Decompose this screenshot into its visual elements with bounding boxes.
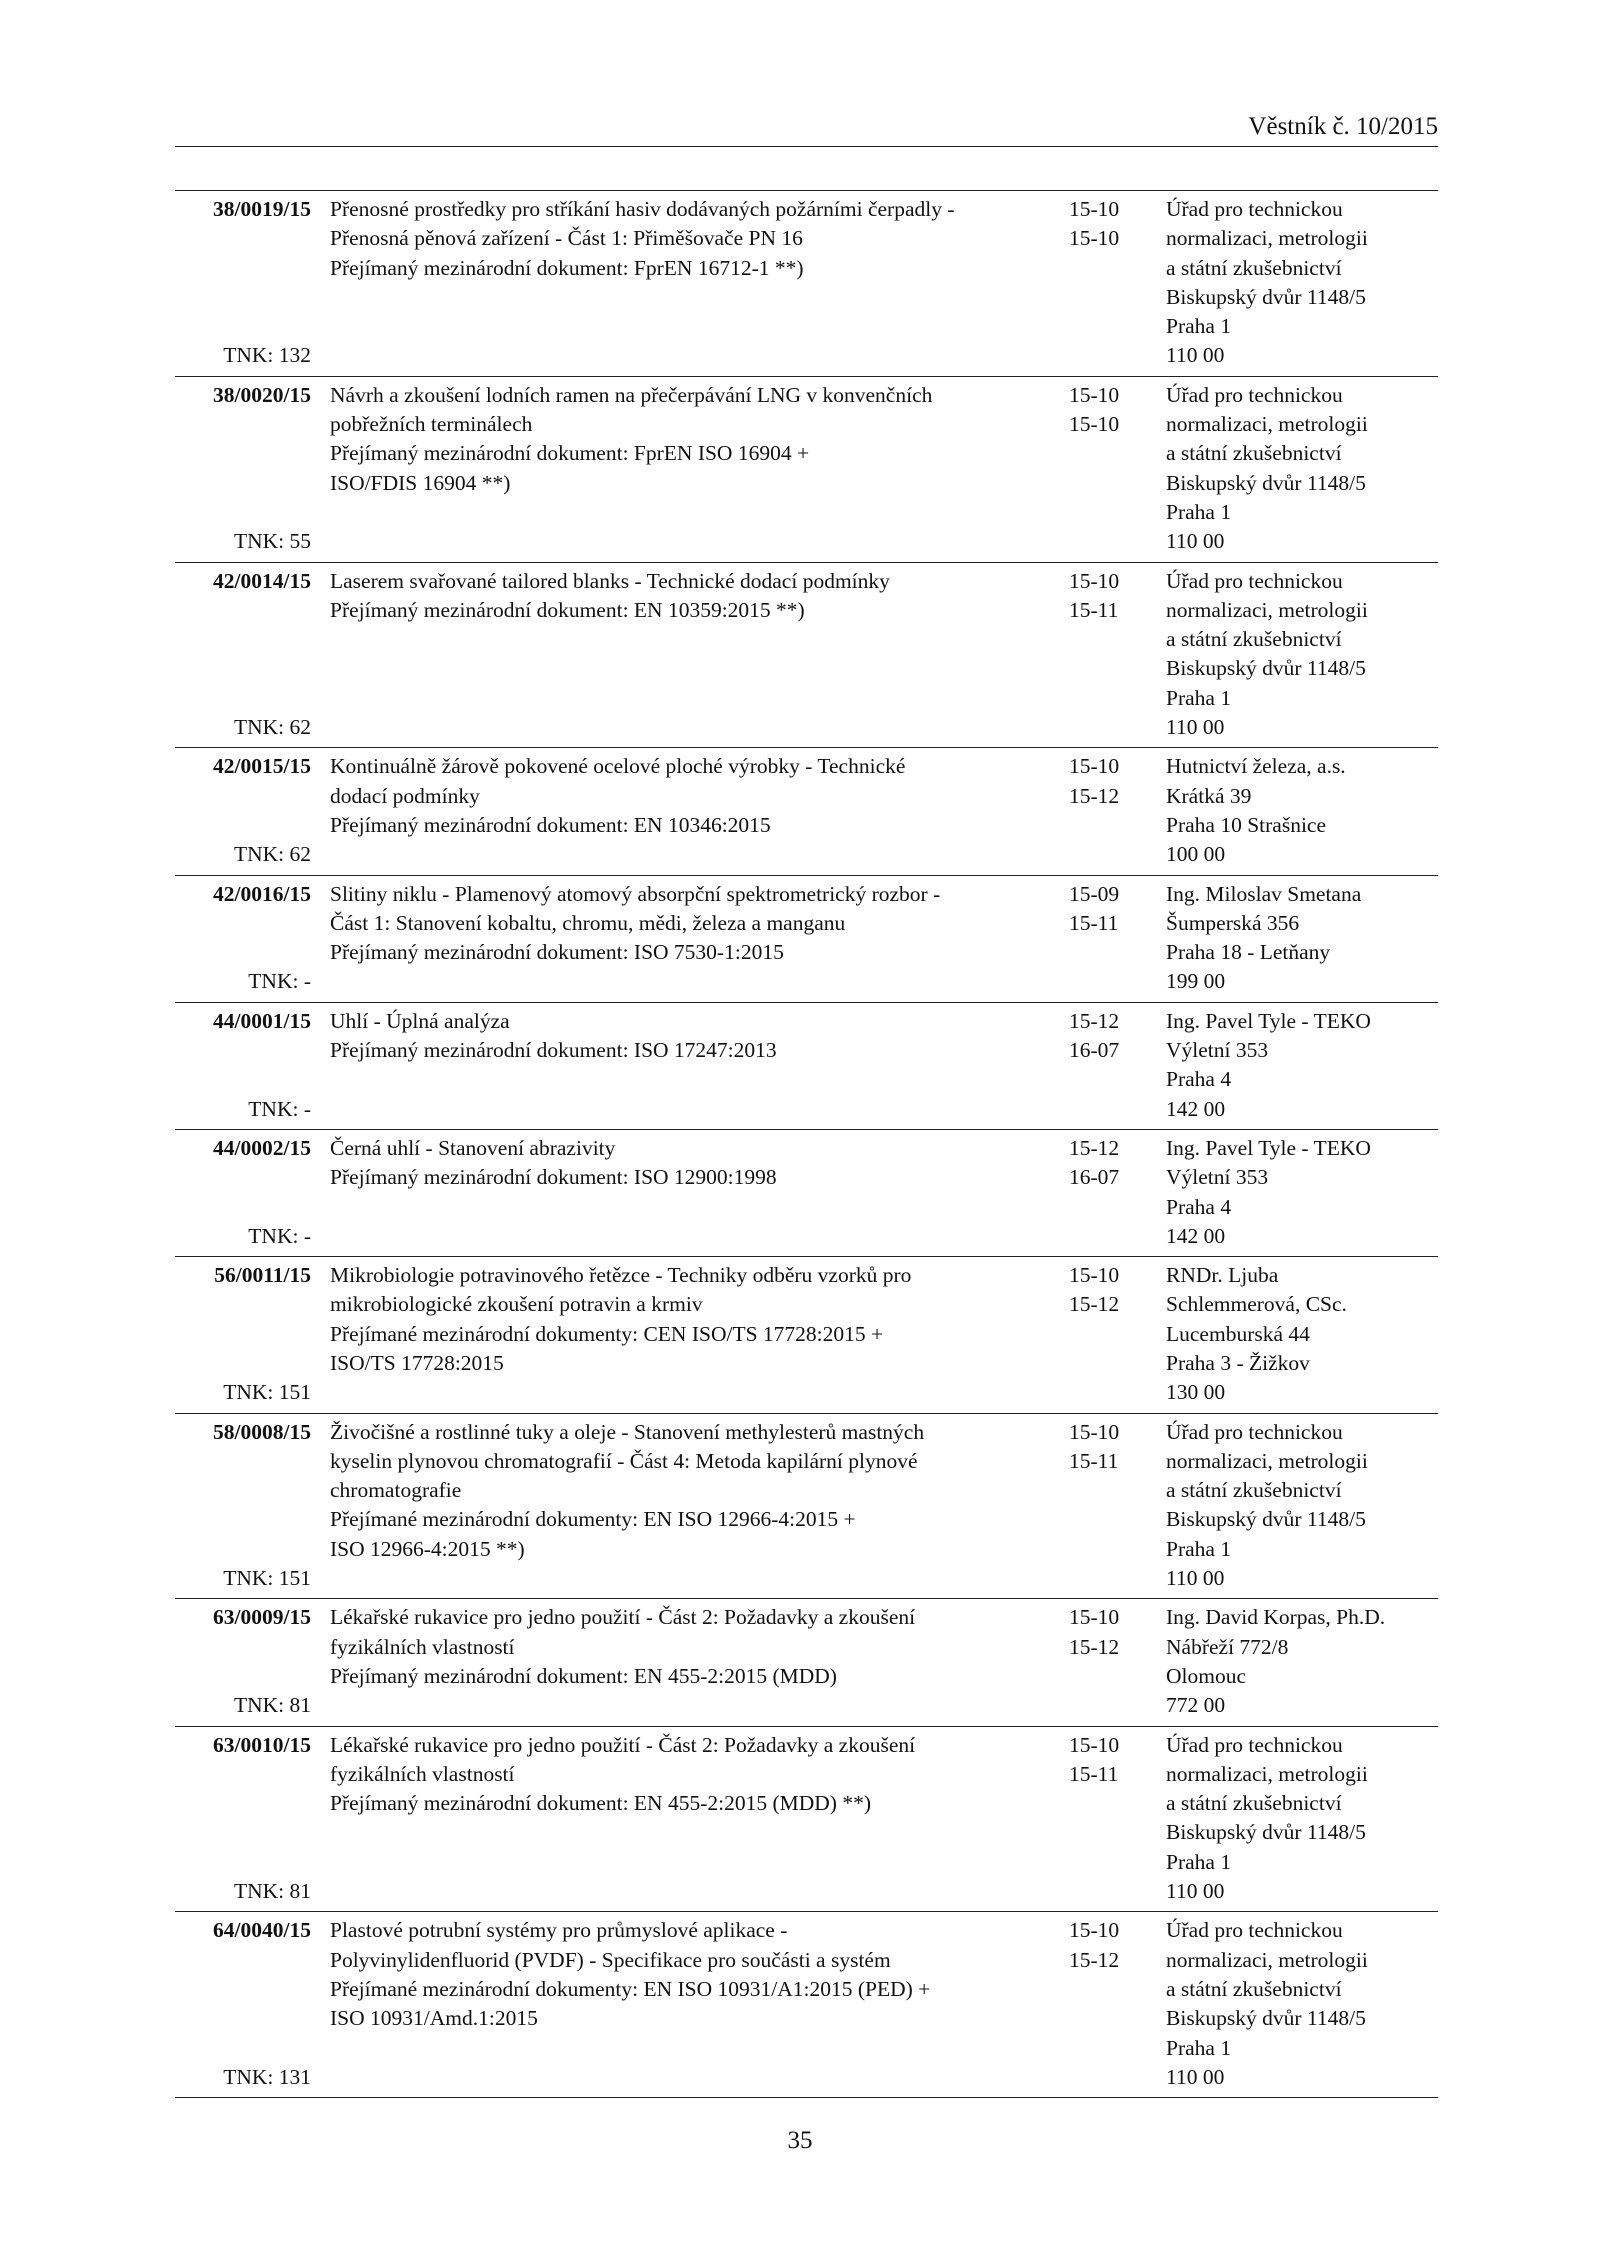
record-id-column (175, 1007, 330, 1124)
date-value: 15-12 (1069, 1634, 1120, 1659)
record-dates (1060, 1134, 1160, 1251)
record-row (175, 1257, 1438, 1413)
organization-line: Praha 1 (1166, 1536, 1232, 1561)
record-tnk: TNK: 151 (223, 1380, 311, 1405)
organization-line: Praha 1 (1166, 1849, 1232, 1874)
date-value: 15-10 (1069, 197, 1120, 221)
record-tnk: TNK: 132 (223, 343, 311, 368)
record-tnk: TNK: 55 (233, 529, 311, 554)
record-tnk: TNK: 81 (233, 1879, 311, 1904)
record-dates (1060, 1418, 1160, 1594)
organization-line: normalizaci, metrologii (1166, 1448, 1368, 1473)
organization-line: Praha 4 (1166, 1194, 1232, 1219)
record-organization (1160, 752, 1438, 869)
description-line: Přejímané mezinárodní dokumenty: EN ISO 10931/A1:2015 (PED) + (330, 1976, 931, 2001)
record-number: 64/0040/15 (213, 1918, 311, 1943)
page-number: 35 (787, 2127, 813, 2154)
record-number: 58/0008/15 (213, 1419, 311, 1444)
record-tnk: TNK: 151 (223, 1566, 311, 1591)
organization-line: Lucemburská 44 (1166, 1321, 1310, 1346)
record-dates (1060, 1603, 1160, 1720)
organization-line: Ing. Pavel Tyle - TEKO (1166, 1135, 1371, 1160)
record-dates (1060, 752, 1160, 869)
record-number: 42/0014/15 (213, 568, 311, 593)
record-description (330, 1916, 1060, 2092)
record-dates (1060, 1261, 1160, 1407)
organization-line: Biskupský dvůr 1148/5 (1166, 1820, 1366, 1845)
description-line: fyzikálních vlastností (330, 1634, 515, 1659)
date-value: 16-07 (1069, 1165, 1120, 1190)
record-id-column (175, 1916, 330, 2092)
date-value: 15-12 (1069, 783, 1120, 808)
organization-line: Praha 1 (1166, 499, 1232, 524)
organization-line: 110 00 (1166, 343, 1225, 368)
record-id-column (175, 195, 330, 371)
description-line: ISO/FDIS 16904 **) (330, 470, 511, 495)
organization-line: Úřad pro technickou (1166, 382, 1343, 407)
date-value: 15-10 (1069, 1732, 1120, 1757)
record-row (175, 1599, 1438, 1726)
record-description (330, 1603, 1060, 1720)
organization-line: Úřad pro technickou (1166, 568, 1343, 593)
record-number: 63/0010/15 (213, 1732, 311, 1757)
record-description (330, 381, 1060, 557)
record-tnk: TNK: - (248, 969, 311, 994)
date-value: 15-11 (1069, 1761, 1119, 1786)
record-organization (1160, 1731, 1438, 1907)
organization-line: 130 00 (1166, 1380, 1226, 1405)
date-value: 15-11 (1069, 910, 1119, 935)
organization-line: Biskupský dvůr 1148/5 (1166, 656, 1366, 681)
organization-line: Ing. Pavel Tyle - TEKO (1166, 1008, 1371, 1033)
description-line: ISO/TS 17728:2015 (330, 1350, 504, 1375)
date-value: 15-10 (1069, 226, 1120, 251)
record-row (175, 1727, 1438, 1913)
record-id-column (175, 1603, 330, 1720)
record-description (330, 1261, 1060, 1407)
date-value: 15-10 (1069, 1263, 1120, 1288)
description-line: Černá uhlí - Stanovení abrazivity (330, 1135, 616, 1160)
organization-line: a státní zkušebnictví (1166, 1791, 1342, 1816)
date-value: 15-10 (1069, 1918, 1120, 1943)
record-dates (1060, 1916, 1160, 2092)
organization-line: Ing. David Korpas, Ph.D. (1166, 1605, 1386, 1630)
record-dates (1060, 880, 1160, 997)
record-description (330, 195, 1060, 371)
description-line: Přejímané mezinárodní dokumenty: CEN ISO/TS 17728:2015 + (330, 1321, 884, 1346)
description-line: Přejímaný mezinárodní dokument: EN 10359:2015 **) (330, 597, 805, 622)
organization-line: Krátká 39 (1166, 783, 1252, 808)
record-tnk: TNK: 62 (233, 842, 311, 867)
page-header (175, 112, 1438, 147)
record-organization (1160, 195, 1438, 371)
organization-line: 110 00 (1166, 2064, 1225, 2089)
record-organization (1160, 1007, 1438, 1124)
description-line: chromatografie (330, 1478, 462, 1503)
organization-line: a státní zkušebnictví (1166, 441, 1342, 466)
record-number: 63/0009/15 (213, 1605, 311, 1630)
organization-line: Úřad pro technickou (1166, 1732, 1343, 1757)
description-line: Návrh a zkoušení lodních ramen na přečerpávání LNG v konvenčních (330, 382, 933, 407)
description-line: Přejímaný mezinárodní dokument: EN 10346:2015 (330, 812, 771, 837)
organization-line: Biskupský dvůr 1148/5 (1166, 470, 1366, 495)
date-value: 15-11 (1069, 1448, 1119, 1473)
organization-line: Úřad pro technickou (1166, 197, 1343, 221)
record-row (175, 1130, 1438, 1257)
record-id-column (175, 1418, 330, 1594)
record-organization (1160, 381, 1438, 557)
record-id-column (175, 1261, 330, 1407)
description-line: Část 1: Stanovení kobaltu, chromu, mědi, železa a manganu (330, 910, 846, 935)
record-id-column (175, 1731, 330, 1907)
description-line: Uhlí - Úplná analýza (330, 1008, 510, 1033)
date-value: 15-12 (1069, 1947, 1120, 1972)
organization-line: normalizaci, metrologii (1166, 1947, 1368, 1972)
description-line: Přejímaný mezinárodní dokument: FprEN ISO 16904 + (330, 441, 810, 466)
organization-line: Biskupský dvůr 1148/5 (1166, 2006, 1366, 2031)
organization-line: 110 00 (1166, 715, 1225, 740)
organization-line: Ing. Miloslav Smetana (1166, 881, 1362, 906)
record-number: 42/0016/15 (213, 881, 311, 906)
record-row (175, 191, 1438, 377)
description-line: Polyvinylidenfluorid (PVDF) - Specifikace pro součásti a systém (330, 1947, 891, 1972)
record-id-column (175, 381, 330, 557)
description-line: Přejímaný mezinárodní dokument: FprEN 16712-1 **) (330, 255, 804, 280)
description-line: Přejímané mezinárodní dokumenty: EN ISO 12966-4:2015 + (330, 1507, 856, 1532)
record-description (330, 1134, 1060, 1251)
description-line: Přejímaný mezinárodní dokument: ISO 7530-1:2015 (330, 940, 784, 965)
organization-line: 142 00 (1166, 1096, 1226, 1121)
organization-line: Praha 1 (1166, 2035, 1232, 2060)
record-organization (1160, 567, 1438, 743)
organization-line: Praha 18 - Letňany (1166, 940, 1331, 965)
record-organization (1160, 880, 1438, 997)
organization-line: Výletní 353 (1166, 1165, 1269, 1190)
organization-line: 110 00 (1166, 529, 1225, 554)
organization-line: 100 00 (1166, 842, 1226, 867)
description-line: mikrobiologické zkoušení potravin a krmiv (330, 1292, 703, 1317)
record-id-column (175, 880, 330, 997)
record-number: 56/0011/15 (214, 1263, 311, 1288)
record-description (330, 880, 1060, 997)
date-value: 16-07 (1069, 1038, 1120, 1063)
record-row (175, 1414, 1438, 1600)
organization-line: a státní zkušebnictví (1166, 627, 1342, 652)
journal-title: Věstník č. 10/2015 (1248, 113, 1438, 140)
record-organization (1160, 1916, 1438, 2092)
record-number: 44/0001/15 (213, 1008, 311, 1033)
record-number: 42/0015/15 (213, 754, 311, 779)
organization-line: Praha 4 (1166, 1067, 1232, 1092)
description-line: fyzikálních vlastností (330, 1761, 515, 1786)
organization-line: 110 00 (1166, 1566, 1225, 1591)
record-number: 44/0002/15 (213, 1135, 311, 1160)
record-tnk: TNK: 62 (233, 715, 311, 740)
organization-line: Olomouc (1166, 1663, 1247, 1688)
date-value: 15-10 (1069, 1419, 1120, 1444)
organization-line: normalizaci, metrologii (1166, 412, 1368, 437)
record-dates (1060, 195, 1160, 371)
organization-line: normalizaci, metrologii (1166, 597, 1368, 622)
record-dates (1060, 1731, 1160, 1907)
record-organization (1160, 1603, 1438, 1720)
record-tnk: TNK: - (248, 1223, 311, 1248)
record-tnk: TNK: 131 (223, 2064, 311, 2089)
organization-line: RNDr. Ljuba (1166, 1263, 1279, 1288)
record-row (175, 876, 1438, 1003)
description-line: Kontinuálně žárově pokovené ocelové ploché výrobky - Technické (330, 754, 906, 779)
organization-line: Biskupský dvůr 1148/5 (1166, 284, 1366, 309)
record-description (330, 1418, 1060, 1594)
date-value: 15-12 (1069, 1008, 1120, 1033)
date-value: 15-10 (1069, 754, 1120, 779)
record-description (330, 567, 1060, 743)
date-value: 15-10 (1069, 412, 1120, 437)
organization-line: Úřad pro technickou (1166, 1918, 1343, 1943)
organization-line: normalizaci, metrologii (1166, 226, 1368, 251)
record-row (175, 377, 1438, 563)
date-value: 15-12 (1069, 1292, 1120, 1317)
organization-line: Praha 1 (1166, 685, 1232, 710)
record-id-column (175, 567, 330, 743)
date-value: 15-10 (1069, 568, 1120, 593)
organization-line: Úřad pro technickou (1166, 1419, 1343, 1444)
record-dates (1060, 1007, 1160, 1124)
description-line: Přenosné prostředky pro stříkání hasiv dodávaných požárními čerpadly - (330, 197, 955, 221)
records-table (175, 190, 1438, 2098)
description-line: ISO 12966-4:2015 **) (330, 1536, 525, 1561)
record-row (175, 1912, 1438, 2098)
organization-line: 772 00 (1166, 1693, 1226, 1718)
description-line: Slitiny niklu - Plamenový atomový absorpční spektrometrický rozbor - (330, 881, 941, 906)
record-row (175, 748, 1438, 875)
record-id-column (175, 1134, 330, 1251)
organization-line: Nábřeží 772/8 (1166, 1634, 1289, 1659)
description-line: Plastové potrubní systémy pro průmyslové aplikace - (330, 1918, 788, 1943)
date-value: 15-12 (1069, 1135, 1120, 1160)
description-line: Mikrobiologie potravinového řetězce - Techniky odběru vzorků pro (330, 1263, 912, 1288)
organization-line: 142 00 (1166, 1223, 1226, 1248)
organization-line: 199 00 (1166, 969, 1226, 994)
description-line: Přenosná pěnová zařízení - Část 1: Přiměšovače PN 16 (330, 226, 803, 251)
record-number: 38/0020/15 (213, 382, 311, 407)
description-line: Laserem svařované tailored blanks - Technické dodací podmínky (330, 568, 890, 593)
record-description (330, 752, 1060, 869)
organization-line: Výletní 353 (1166, 1038, 1269, 1063)
date-value: 15-09 (1069, 881, 1120, 906)
description-line: dodací podmínky (330, 783, 480, 808)
organization-line: Biskupský dvůr 1148/5 (1166, 1507, 1366, 1532)
record-description (330, 1731, 1060, 1907)
organization-line: Šumperská 356 (1166, 910, 1300, 935)
record-id-column (175, 752, 330, 869)
record-number: 38/0019/15 (213, 197, 311, 221)
description-line: Přejímaný mezinárodní dokument: ISO 17247:2013 (330, 1038, 777, 1063)
organization-line: a státní zkušebnictví (1166, 1976, 1342, 2001)
date-value: 15-10 (1069, 1605, 1120, 1630)
organization-line: Praha 10 Strašnice (1166, 812, 1327, 837)
record-organization (1160, 1261, 1438, 1407)
record-description (330, 1007, 1060, 1124)
organization-line: normalizaci, metrologii (1166, 1761, 1368, 1786)
description-line: pobřežních terminálech (330, 412, 533, 437)
description-line: Přejímaný mezinárodní dokument: EN 455-2:2015 (MDD) (330, 1663, 837, 1688)
date-value: 15-11 (1069, 597, 1119, 622)
record-row (175, 1003, 1438, 1130)
organization-line: Praha 1 (1166, 314, 1232, 339)
record-dates (1060, 567, 1160, 743)
organization-line: 110 00 (1166, 1879, 1225, 1904)
description-line: Živočišné a rostlinné tuky a oleje - Stanovení methylesterů mastných (330, 1419, 925, 1444)
description-line: Přejímaný mezinárodní dokument: ISO 12900:1998 (330, 1165, 777, 1190)
record-organization (1160, 1134, 1438, 1251)
description-line: ISO 10931/Amd.1:2015 (330, 2006, 538, 2031)
date-value: 15-10 (1069, 382, 1120, 407)
description-line: Lékařské rukavice pro jedno použití - Část 2: Požadavky a zkoušení (330, 1605, 916, 1630)
description-line: Přejímaný mezinárodní dokument: EN 455-2:2015 (MDD) **) (330, 1791, 871, 1816)
record-tnk: TNK: 81 (233, 1693, 311, 1718)
record-organization (1160, 1418, 1438, 1594)
organization-line: Schlemmerová, CSc. (1166, 1292, 1347, 1317)
organization-line: a státní zkušebnictví (1166, 255, 1342, 280)
record-dates (1060, 381, 1160, 557)
organization-line: a státní zkušebnictví (1166, 1478, 1342, 1503)
description-line: Lékařské rukavice pro jedno použití - Část 2: Požadavky a zkoušení (330, 1732, 916, 1757)
description-line: kyselin plynovou chromatografií - Část 4: Metoda kapilární plynové (330, 1448, 918, 1473)
organization-line: Praha 3 - Žižkov (1166, 1350, 1310, 1375)
organization-line: Hutnictví železa, a.s. (1166, 754, 1346, 779)
record-tnk: TNK: - (248, 1096, 311, 1121)
record-row (175, 563, 1438, 749)
